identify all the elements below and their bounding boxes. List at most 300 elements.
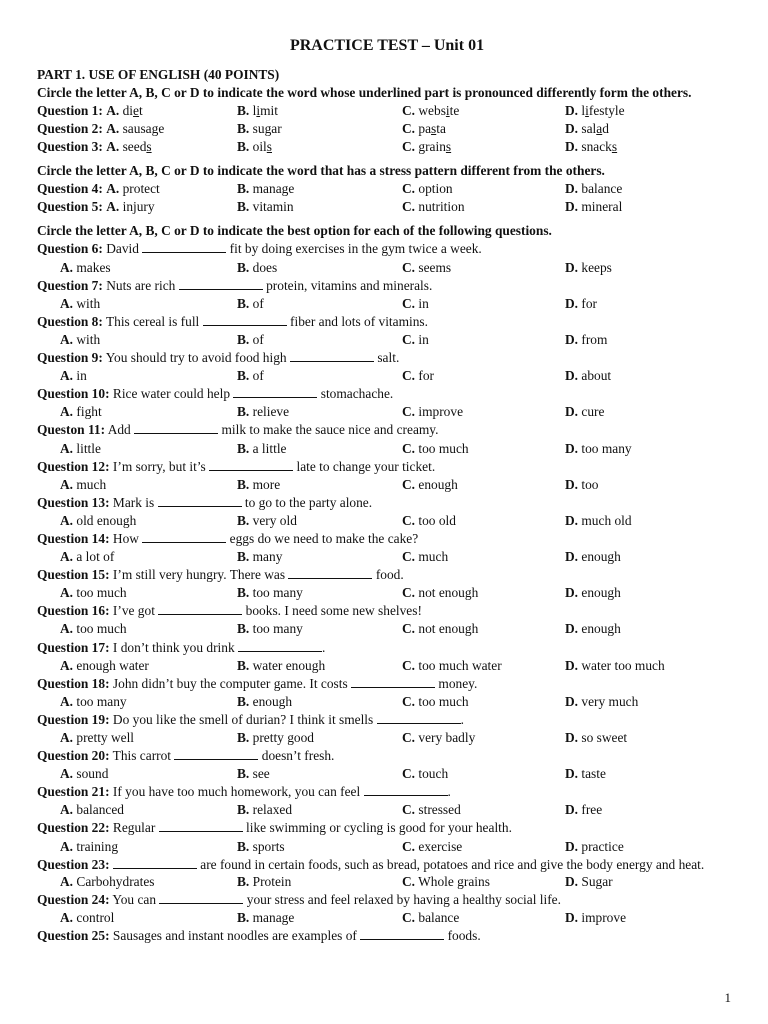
question-label: Question 2: [37, 121, 103, 137]
option-d[interactable] [565, 331, 607, 349]
word-part: ar [271, 121, 282, 137]
option-letter: D. [565, 331, 579, 347]
option-b[interactable] [237, 838, 285, 856]
answer-blank [377, 711, 461, 724]
option-c[interactable] [402, 838, 462, 856]
word-part: seed [122, 139, 147, 155]
options-row [37, 512, 737, 530]
option-a[interactable] [60, 259, 111, 277]
question-text: I’m sorry, but it’s [112, 458, 206, 474]
word-part: grain [418, 139, 446, 155]
option-word [581, 121, 609, 136]
option-a[interactable] [60, 801, 124, 819]
option-letter: B. [237, 139, 250, 155]
option-letter: A. [60, 766, 74, 782]
answer-blank [288, 566, 372, 579]
option-text: keeps [581, 259, 612, 275]
option-letter: B. [237, 621, 250, 637]
option-d[interactable] [565, 765, 606, 783]
option-letter: C. [402, 121, 416, 137]
option-d[interactable] [565, 657, 665, 675]
options-row [37, 729, 737, 747]
option-a[interactable] [60, 476, 106, 494]
option-d[interactable] [565, 693, 638, 711]
question-text: are found in certain foods, such as bread, potatoes and rice and give the body energy and heat. [200, 856, 705, 872]
option-a[interactable] [37, 102, 143, 120]
question-text: Mark is [112, 494, 155, 510]
question-row [37, 102, 737, 120]
option-letter: B. [237, 199, 250, 215]
answer-blank [158, 602, 242, 615]
option-d[interactable] [565, 440, 632, 458]
option-a[interactable]: A. Carbohydrates [60, 874, 155, 890]
word-part: di [122, 103, 134, 118]
option-text: very old [252, 512, 297, 528]
word-part: sal [581, 121, 597, 137]
option-text: practice [581, 838, 624, 854]
option-letter: B. [237, 585, 250, 601]
option-text: balance [581, 181, 623, 197]
option-letter: D. [565, 199, 579, 215]
option-b[interactable] [237, 367, 264, 385]
option-word [253, 121, 282, 136]
option-letter: C. [402, 440, 416, 456]
question-label: Question 16: [37, 603, 110, 619]
option-text: very much [581, 693, 639, 709]
options-row [37, 295, 737, 313]
option-text: enough [581, 621, 621, 637]
option-c[interactable] [402, 295, 429, 313]
question-stem [37, 313, 737, 331]
question-text: This carrot [112, 748, 172, 764]
option-letter: B. [237, 331, 250, 347]
options-row [37, 620, 737, 638]
option-letter: A. [60, 657, 74, 673]
option-letter: B. [237, 103, 250, 118]
question-text: fiber and lots of vitamins. [290, 313, 428, 329]
options-row [37, 801, 737, 819]
option-a[interactable] [60, 838, 118, 856]
option-text: improve [418, 404, 464, 420]
option-word [253, 103, 278, 118]
underlined-part: i [445, 103, 450, 118]
instruction-best-option: Circle the letter A, B, C or D to indicate the best option for each of the following questions. [37, 223, 552, 239]
option-letter: A. [106, 181, 120, 197]
option-letter: B. [237, 476, 250, 492]
question-text: . [460, 711, 464, 727]
option-a[interactable] [60, 367, 87, 385]
option-a[interactable] [37, 180, 160, 198]
answer-blank [209, 458, 293, 471]
option-a[interactable] [60, 657, 149, 675]
option-text: of [252, 368, 264, 384]
option-d[interactable] [565, 584, 621, 602]
option-letter: A. [106, 103, 120, 118]
question-text: stomachache. [320, 386, 394, 402]
option-letter: D. [565, 838, 579, 854]
option-letter: C. [402, 766, 416, 782]
option-letter: C. [402, 512, 416, 528]
option-word [253, 139, 272, 154]
question-stem [37, 240, 737, 258]
option-letter: D. [565, 440, 579, 456]
option-letter: D. [565, 549, 579, 565]
question-text: books. I need some new shelves! [245, 603, 422, 619]
question-stem [37, 675, 737, 693]
word-part: te [449, 103, 460, 118]
option-d[interactable] [565, 801, 602, 819]
option-word [123, 103, 143, 118]
option-a[interactable] [37, 198, 155, 216]
option-text: sound [76, 766, 109, 782]
option-letter: C. [402, 181, 416, 197]
option-b[interactable] [237, 102, 278, 120]
question-row [37, 138, 737, 156]
option-b[interactable]: B. manage [237, 910, 295, 926]
answer-blank [142, 530, 226, 543]
option-letter: A. [60, 259, 74, 275]
option-word [418, 103, 459, 118]
question-text: money. [438, 675, 478, 691]
question-text: . [322, 639, 326, 655]
option-b[interactable] [237, 138, 272, 156]
question-text: Do you like the smell of durian? I think it smells [112, 711, 374, 727]
option-a[interactable] [60, 729, 134, 747]
question-stem [37, 783, 737, 801]
option-letter: C. [402, 331, 416, 347]
question-label: Question 9: [37, 350, 103, 366]
option-text: taste [581, 766, 606, 782]
option-text: of [252, 295, 264, 311]
option-text: cure [581, 404, 605, 420]
question-row [37, 180, 737, 198]
option-letter: B. [237, 440, 250, 456]
option-c[interactable] [402, 548, 448, 566]
word-part: webs [418, 103, 446, 118]
option-c[interactable] [402, 403, 463, 421]
option-letter: C. [402, 693, 416, 709]
question-text: You should try to avoid food high [105, 350, 287, 366]
options-row [37, 331, 737, 349]
option-text: much [418, 549, 449, 565]
option-text: fight [76, 404, 102, 420]
option-text: pretty well [76, 730, 135, 745]
option-text: too many [252, 585, 303, 601]
option-a[interactable]: A. control [60, 910, 115, 926]
options-row [37, 584, 737, 602]
option-a[interactable] [37, 120, 164, 138]
option-d[interactable] [565, 548, 621, 566]
option-c[interactable] [402, 331, 429, 349]
question-label: Question 23: [37, 856, 110, 872]
option-letter: A. [60, 512, 74, 528]
question-23-options [37, 873, 737, 891]
option-text: does [252, 259, 278, 275]
option-text: too many [76, 693, 127, 709]
option-letter: A. [106, 139, 120, 155]
option-letter: D. [565, 657, 579, 673]
worksheet-page [37, 36, 737, 946]
question-label: Question 22: [37, 820, 110, 836]
option-text: training [76, 838, 119, 854]
option-text: too much [76, 621, 127, 637]
option-a[interactable] [60, 512, 136, 530]
word-part: pa [418, 121, 432, 137]
option-b[interactable] [237, 584, 303, 602]
option-letter: C. [402, 549, 416, 565]
option-letter: D. [565, 693, 579, 709]
question-stem [37, 277, 737, 295]
option-letter: D. [565, 103, 579, 118]
option-d[interactable] [565, 476, 599, 494]
option-letter: A. [60, 331, 74, 347]
word-part: e [158, 121, 165, 137]
option-text: too much [418, 440, 469, 456]
question-text: fit by doing exercises in the gym twice a week. [229, 241, 482, 257]
option-c[interactable] [402, 120, 446, 138]
answer-blank [113, 856, 197, 869]
option-text: with [76, 295, 101, 311]
option-text: too many [252, 621, 303, 637]
option-b[interactable] [237, 657, 325, 675]
option-c[interactable] [402, 801, 461, 819]
option-text: too [581, 476, 599, 492]
question-label: Question 24: [37, 892, 110, 908]
option-d[interactable] [565, 403, 604, 421]
option-b[interactable] [237, 331, 264, 349]
option-d[interactable] [565, 120, 609, 138]
option-d[interactable] [565, 102, 625, 120]
option-letter: B. [237, 295, 250, 311]
option-letter: B. [237, 121, 250, 137]
question-label: Question 3: [37, 139, 103, 155]
option-text: free [581, 802, 603, 818]
option-c[interactable] [402, 729, 475, 747]
option-c[interactable] [402, 180, 453, 198]
option-c[interactable] [402, 476, 458, 494]
option-d[interactable] [565, 259, 612, 277]
options-row [37, 259, 737, 277]
option-text: enough water [76, 657, 149, 673]
question-text: like swimming or cycling is good for your health. [246, 820, 512, 836]
option-c[interactable]: C. balance [402, 910, 460, 926]
option-letter: B. [237, 549, 250, 565]
options-row [37, 476, 737, 494]
option-b[interactable] [237, 295, 264, 313]
option-letter: B. [237, 404, 250, 420]
option-a[interactable] [60, 331, 100, 349]
option-letter: D. [565, 368, 579, 384]
word-part: oil [252, 139, 267, 155]
question-label: Queston 11: [37, 422, 106, 438]
word-part: sausa [122, 121, 152, 137]
question-label: Question 17: [37, 639, 110, 655]
question-text: I’ve got [112, 603, 155, 619]
option-c[interactable] [402, 440, 469, 458]
question-text: doesn’t fresh. [261, 748, 335, 764]
option-b[interactable] [237, 180, 294, 198]
option-c[interactable] [402, 584, 478, 602]
option-b[interactable] [237, 403, 289, 421]
option-b[interactable] [237, 440, 286, 458]
question-text: Add [107, 422, 131, 438]
option-b[interactable] [237, 801, 292, 819]
options-row [37, 403, 737, 421]
option-c[interactable] [402, 765, 448, 783]
option-a[interactable] [37, 138, 152, 156]
option-letter: C. [402, 295, 416, 311]
question-text: eggs do we need to make the cake? [229, 530, 419, 546]
option-letter: A. [60, 549, 74, 565]
option-b[interactable] [237, 259, 277, 277]
option-letter: C. [402, 259, 416, 275]
option-b[interactable] [237, 548, 282, 566]
question-stem [37, 639, 737, 657]
option-b[interactable] [237, 620, 303, 638]
option-text: enough [252, 693, 293, 709]
option-a[interactable] [60, 403, 102, 421]
option-a[interactable] [60, 548, 114, 566]
question-row [37, 198, 737, 216]
option-a[interactable] [60, 295, 100, 313]
option-d[interactable] [565, 138, 617, 156]
underlined-part: e [133, 103, 139, 118]
question-text: food. [375, 567, 404, 583]
option-d[interactable] [565, 620, 621, 638]
underlined-part: i [585, 103, 589, 118]
underlined-part: s [431, 121, 437, 137]
option-d[interactable] [565, 367, 611, 385]
answer-blank [174, 747, 258, 760]
option-d[interactable] [565, 838, 624, 856]
option-b[interactable] [237, 693, 292, 711]
question-stem [37, 530, 737, 548]
option-b[interactable] [237, 729, 314, 747]
option-c[interactable] [402, 198, 465, 216]
underlined-part: i [256, 103, 261, 118]
option-c[interactable] [402, 102, 459, 120]
question-text: This cereal is full [105, 313, 200, 329]
option-a[interactable] [60, 620, 127, 638]
question-23-stem [37, 856, 737, 874]
option-a[interactable] [60, 765, 108, 783]
word-part: ta [436, 121, 446, 137]
option-letter: D. [565, 121, 579, 137]
option-word [581, 103, 624, 118]
option-a[interactable] [60, 440, 101, 458]
option-text: relieve [252, 404, 290, 420]
option-c[interactable] [402, 138, 451, 156]
question-label: Question 14: [37, 530, 110, 546]
option-letter: C. [402, 199, 416, 215]
option-b[interactable] [237, 512, 297, 530]
question-label: Question 8: [37, 313, 103, 329]
option-letter: B. [237, 368, 250, 384]
question-label: Question 13: [37, 494, 110, 510]
option-text: too much [76, 585, 127, 601]
option-letter: A. [60, 621, 74, 637]
option-c[interactable] [402, 693, 469, 711]
answer-blank [233, 385, 317, 398]
option-d[interactable]: D. Sugar [565, 874, 613, 890]
option-text: water enough [252, 657, 326, 673]
question-text: Rice water could help [112, 386, 231, 402]
answer-blank [134, 421, 218, 434]
option-text: enough [581, 549, 621, 565]
option-letter: D. [565, 730, 579, 745]
question-label: Question 6: [37, 241, 103, 257]
option-text: sports [252, 838, 285, 854]
option-letter: D. [565, 621, 579, 637]
option-letter: B. [237, 181, 250, 197]
option-text: injury [122, 199, 155, 215]
option-word [418, 139, 451, 154]
option-b[interactable] [237, 765, 270, 783]
option-letter: B. [237, 512, 250, 528]
options-row [37, 440, 737, 458]
option-text: much old [581, 512, 632, 528]
option-b[interactable]: B. Protein [237, 874, 292, 890]
option-letter: C. [402, 476, 416, 492]
option-b[interactable] [237, 198, 294, 216]
question-label: Question 4: [37, 181, 103, 197]
option-c[interactable]: C. Whole grains [402, 874, 490, 890]
option-d[interactable] [565, 295, 597, 313]
options-row [37, 367, 737, 385]
option-d[interactable]: D. improve [565, 910, 627, 926]
question-24-stem [37, 891, 737, 909]
option-letter: C. [402, 730, 416, 745]
question-text: . [447, 784, 451, 800]
question-text: If you have too much homework, you can feel [112, 784, 361, 800]
option-text: makes [76, 259, 111, 275]
question-text: I’m still very hungry. There was [112, 567, 286, 583]
option-d[interactable] [565, 512, 632, 530]
underlined-part: s [266, 139, 272, 155]
answer-blank [142, 240, 226, 253]
option-c[interactable] [402, 259, 451, 277]
option-a[interactable] [60, 584, 127, 602]
option-letter: A. [60, 838, 74, 854]
option-d[interactable] [565, 180, 622, 198]
option-c[interactable] [402, 367, 434, 385]
options-row [37, 765, 737, 783]
option-text: see [252, 766, 270, 782]
option-b[interactable] [237, 476, 280, 494]
option-b[interactable] [237, 120, 282, 138]
option-text: touch [418, 766, 449, 782]
option-letter: A. [60, 440, 74, 456]
option-text: relaxed [252, 802, 293, 818]
option-d[interactable] [565, 729, 627, 747]
option-letter: C. [402, 585, 416, 601]
option-c[interactable] [402, 620, 478, 638]
word-part: l [581, 103, 586, 118]
option-c[interactable] [402, 657, 502, 675]
option-letter: A. [60, 730, 74, 745]
word-part: l [252, 103, 257, 118]
option-letter: D. [565, 259, 579, 275]
option-letter: C. [402, 404, 416, 420]
option-a[interactable] [60, 693, 127, 711]
option-d[interactable] [565, 198, 622, 216]
underlined-part: g [264, 121, 272, 137]
option-c[interactable] [402, 512, 456, 530]
option-word [123, 139, 152, 154]
option-text: mineral [581, 199, 623, 215]
option-text: too old [418, 512, 456, 528]
option-text: nutrition [418, 199, 465, 215]
